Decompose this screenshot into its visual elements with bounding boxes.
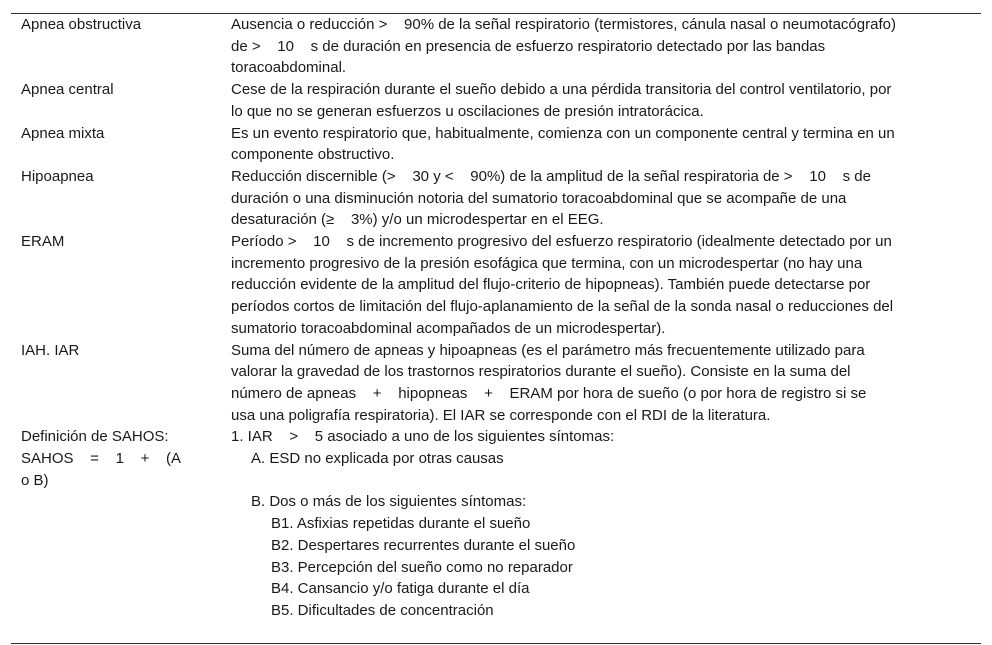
description-line: Período > 10 s de incremento progresivo del esfuerzo respiratorio (idealmente detectado por un: [231, 233, 892, 251]
criterion-b-item: B4. Cansancio y/o fatiga durante el día: [271, 580, 530, 598]
term-line: IAH. IAR: [21, 341, 80, 359]
criterion-1: 1. IAR > 5 asociado a uno de los siguientes síntomas:: [231, 428, 615, 446]
description-line: Ausencia o reducción > 90% de la señal respiratorio (termistores, cánula nasal o neumotacógrafo): [231, 16, 896, 33]
description-line: incremento progresivo de la presión esofágica que termina, con un microdespertar (no hay una: [231, 254, 863, 272]
description-line: Cese de la respiración durante el sueño debido a una pérdida transitoria del control ventilatorio, por: [231, 81, 892, 99]
description-cell: [231, 340, 981, 427]
term-line: Apnea mixta: [21, 124, 105, 142]
definitions-table: [11, 13, 981, 644]
description-line: lo que no se generan esfuerzos u oscilaciones de presión intratorácica.: [231, 102, 704, 120]
description-line: sumatorio toracoabdominal acompañados de un microdespertar).: [231, 319, 666, 337]
criterion-b-item: B3. Percepción del sueño como no reparador: [271, 558, 573, 576]
term-cell: [11, 79, 231, 122]
table-row: [11, 340, 981, 427]
term-line: Apnea central: [21, 81, 114, 99]
description-line: períodos cortos de limitación del flujo-aplanamiento de la señal de la sonda nasal o reducciones del: [231, 298, 894, 316]
description-line: usa una poligrafía respiratoria). El IAR se corresponde con el RDI de la literatura.: [231, 406, 771, 424]
description-line: número de apneas + hipopneas + ERAM por hora de sueño (o por hora de registro si se: [231, 384, 867, 402]
criterion-b-item: B2. Despertares recurrentes durante el sueño: [271, 536, 576, 554]
criterion-a: A. ESD no explicada por otras causas: [251, 450, 504, 468]
term-cell: [11, 166, 231, 231]
term-line: Definición de SAHOS:: [21, 428, 169, 446]
term-cell: [11, 14, 231, 79]
description-cell: [231, 426, 981, 643]
description-cell: [231, 123, 981, 166]
description-line: valorar la gravedad de los trastornos respiratorios durante el sueño). Consiste en la suma del: [231, 363, 851, 381]
criterion-b-item: B5. Dificultades de concentración: [271, 601, 494, 619]
spacer: [231, 622, 957, 644]
table-row: [11, 14, 981, 79]
description-line: componente obstructivo.: [231, 146, 395, 164]
term-line: Hipoapnea: [21, 167, 94, 185]
criterion-b: B. Dos o más de los siguientes síntomas:: [251, 493, 527, 511]
table-row: [11, 123, 981, 166]
description-line: Reducción discernible (> 30 y < 90%) de la amplitud de la señal respiratoria de > 10 s de: [231, 167, 871, 185]
description-line: Es un evento respiratorio que, habitualmente, comienza con un componente central y termina en un: [231, 124, 895, 142]
description-line: de > 10 s de duración en presencia de esfuerzo respiratorio detectado por las bandas: [231, 37, 826, 55]
term-line: o B): [21, 471, 49, 489]
description-line: duración o una disminución notoria del sumatorio toracoabdominal que se acompañe de una: [231, 189, 847, 207]
table-row: [11, 231, 981, 340]
term-cell: [11, 340, 231, 427]
table-row: [11, 166, 981, 231]
term-cell: [11, 123, 231, 166]
term-line: ERAM: [21, 233, 65, 251]
description-line: toracoabdominal.: [231, 59, 347, 77]
description-cell: [231, 166, 981, 231]
term-cell: [11, 426, 231, 643]
table-row-sahos: [11, 426, 981, 643]
description-cell: [231, 79, 981, 122]
description-cell: [231, 231, 981, 340]
description-line: desaturación (≥ 3%) y/o un microdespertar en el EEG.: [231, 211, 604, 229]
criterion-b-item: B1. Asfixias repetidas durante el sueño: [271, 515, 531, 533]
description-cell: [231, 14, 981, 79]
term-cell: [11, 231, 231, 340]
description-line: Suma del número de apneas y hipoapneas (es el parámetro más frecuentemente utilizado para: [231, 341, 865, 359]
term-line: Apnea obstructiva: [21, 16, 142, 33]
term-line: SAHOS = 1 + (A: [21, 450, 182, 468]
description-line: reducción evidente de la amplitud del flujo-criterio de hipopneas). También puede detectarse por: [231, 276, 871, 294]
spacer: [231, 470, 957, 492]
table-row: [11, 79, 981, 122]
